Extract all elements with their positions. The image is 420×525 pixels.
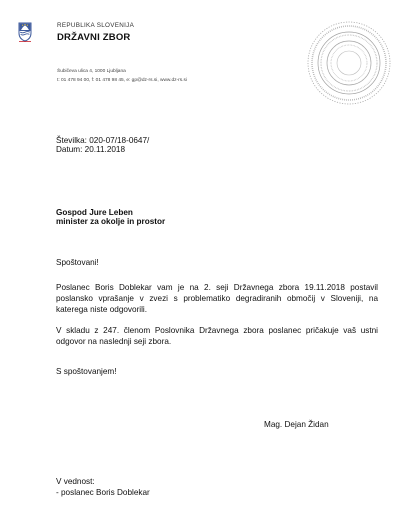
contact-line: t: 01 478 94 00, f: 01 478 98 45, e: gp@dz-rs.si, www.dz-rs.si [57, 78, 187, 83]
body-paragraph-2: V skladu z 247. členom Poslovnika Državnega zbora poslanec pričakuje vaš ustni odgovor na naslednji seji zbora. [56, 326, 378, 346]
salutation: Spoštovani! [56, 258, 99, 267]
recipient-position: minister za okolje in prostor [56, 217, 166, 226]
document-number: Številka: 020-07/18-0647/ [56, 136, 150, 145]
cc-label: V vednost: [56, 477, 95, 486]
recipient-name: Gospod Jure Leben [56, 208, 133, 217]
org-title: DRŽAVNI ZBOR [57, 32, 131, 43]
signature-name: Mag. Dejan Židan [264, 420, 329, 429]
coat-of-arms-icon [18, 22, 32, 42]
body-paragraph-1: Poslanec Boris Doblekar vam je na 2. seji Državnega zbora 19.11.2018 postavil poslansko vprašanje v zvezi s problematiko degradiranih območij v Sloveniji, na katerega niste odgovorili. [56, 283, 378, 314]
address-line: Šubičeva ulica 4, 1000 Ljubljana [57, 69, 126, 74]
seal-stamp [306, 20, 392, 106]
closing: S spoštovanjem! [56, 367, 117, 376]
org-name: REPUBLIKA SLOVENIJA [57, 22, 135, 29]
cc-item: - poslanec Boris Doblekar [56, 488, 150, 497]
document-date: Datum: 20.11.2018 [56, 145, 126, 154]
